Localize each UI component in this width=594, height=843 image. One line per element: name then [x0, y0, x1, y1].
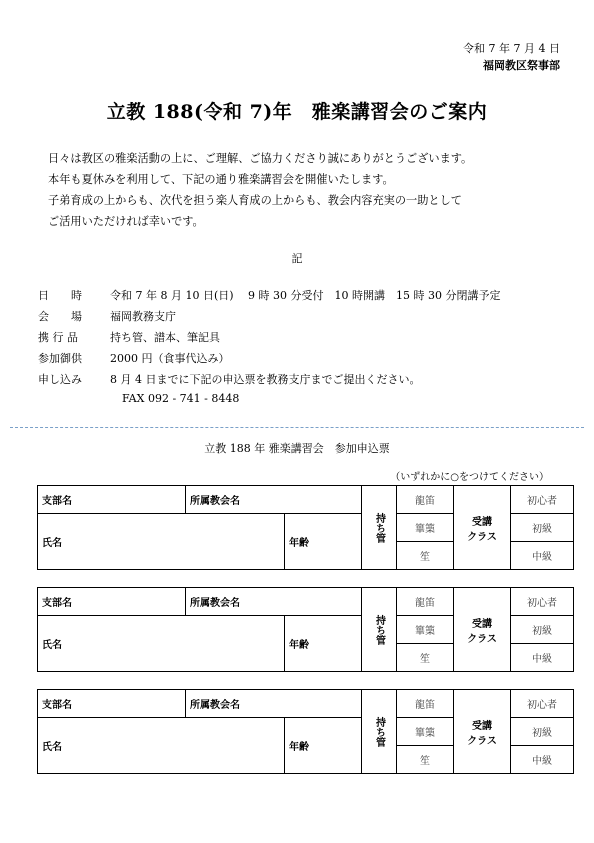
- branch-field[interactable]: 支部名: [38, 486, 186, 514]
- instrument-option[interactable]: 篳篥: [397, 514, 454, 542]
- instrument-label: 持ち管: [362, 588, 397, 672]
- class-option[interactable]: 初心者: [511, 486, 574, 514]
- cut-line: [10, 427, 584, 428]
- detail-value: 2000 円（食事代込み）: [110, 352, 230, 365]
- detail-value: 令和 7 年 8 月 10 日(日) 9 時 30 分受付 10 時開講 15 時 30 分閉講予定: [110, 289, 501, 302]
- class-option[interactable]: 中級: [511, 542, 574, 570]
- name-field[interactable]: 氏名: [38, 514, 285, 570]
- instrument-option[interactable]: 笙: [397, 644, 454, 672]
- instrument-option[interactable]: 篳篥: [397, 616, 454, 644]
- class-label: 受講 クラス: [454, 690, 511, 774]
- church-field[interactable]: 所属教会名: [186, 486, 362, 514]
- class-option[interactable]: 初級: [511, 718, 574, 746]
- issuing-organization: 福岡教区祭事部: [483, 59, 560, 72]
- instrument-option[interactable]: 篳篥: [397, 718, 454, 746]
- class-option[interactable]: 初心者: [511, 588, 574, 616]
- detail-value: 8 月 4 日までに下記の申込票を教務支庁までご提出ください。: [110, 373, 421, 386]
- name-field[interactable]: 氏名: [38, 616, 285, 672]
- class-option[interactable]: 中級: [511, 644, 574, 672]
- intro-line: 子弟育成の上からも、次代を担う楽人育成の上からも、教会内容充実の一助として: [48, 194, 462, 207]
- branch-field[interactable]: 支部名: [38, 690, 186, 718]
- form-title: 立教 188 年 雅楽講習会 参加申込票: [204, 442, 390, 455]
- ki-heading: 記: [291, 252, 303, 265]
- instrument-option[interactable]: 龍笛: [397, 690, 454, 718]
- intro-paragraph: [48, 148, 472, 232]
- registration-form: [37, 485, 574, 570]
- instrument-label: 持ち管: [362, 690, 397, 774]
- name-field[interactable]: 氏名: [38, 718, 285, 774]
- instrument-option[interactable]: 笙: [397, 542, 454, 570]
- age-field[interactable]: 年齢: [285, 514, 362, 570]
- age-field[interactable]: 年齢: [285, 718, 362, 774]
- detail-label: 申し込み: [38, 373, 82, 386]
- detail-label: 日 時: [38, 289, 82, 302]
- branch-field[interactable]: 支部名: [38, 588, 186, 616]
- intro-line: ご活用いただければ幸いです。: [48, 215, 204, 228]
- age-field[interactable]: 年齢: [285, 616, 362, 672]
- class-option[interactable]: 初級: [511, 514, 574, 542]
- detail-label: 参加御供: [38, 352, 82, 365]
- class-option[interactable]: 中級: [511, 746, 574, 774]
- church-field[interactable]: 所属教会名: [186, 690, 362, 718]
- fax-number: FAX 092 - 741 - 8448: [122, 392, 240, 405]
- intro-line: 本年も夏休みを利用して、下記の通り雅楽講習会を開催いたします。: [48, 173, 394, 186]
- instrument-option[interactable]: 龍笛: [397, 486, 454, 514]
- detail-value: 持ち管、譜本、筆記具: [110, 331, 220, 344]
- detail-label: 携 行 品: [38, 331, 78, 344]
- registration-form: [37, 689, 574, 774]
- registration-form: [37, 587, 574, 672]
- document-title: 立教 188(令和 7)年 雅楽講習会のご案内: [106, 101, 488, 123]
- instrument-option[interactable]: 龍笛: [397, 588, 454, 616]
- document-date: 令和 7 年 7 月 4 日: [463, 42, 560, 55]
- form-instruction: （いずれかに○をつけてください）: [390, 472, 549, 483]
- instrument-label: 持ち管: [362, 486, 397, 570]
- class-label: 受講 クラス: [454, 486, 511, 570]
- detail-label: 会 場: [38, 310, 82, 323]
- detail-value: 福岡教務支庁: [110, 310, 176, 323]
- class-option[interactable]: 初級: [511, 616, 574, 644]
- church-field[interactable]: 所属教会名: [186, 588, 362, 616]
- class-option[interactable]: 初心者: [511, 690, 574, 718]
- class-label: 受講 クラス: [454, 588, 511, 672]
- instrument-option[interactable]: 笙: [397, 746, 454, 774]
- intro-line: 日々は教区の雅楽活動の上に、ご理解、ご協力くださり誠にありがとうございます。: [48, 152, 473, 165]
